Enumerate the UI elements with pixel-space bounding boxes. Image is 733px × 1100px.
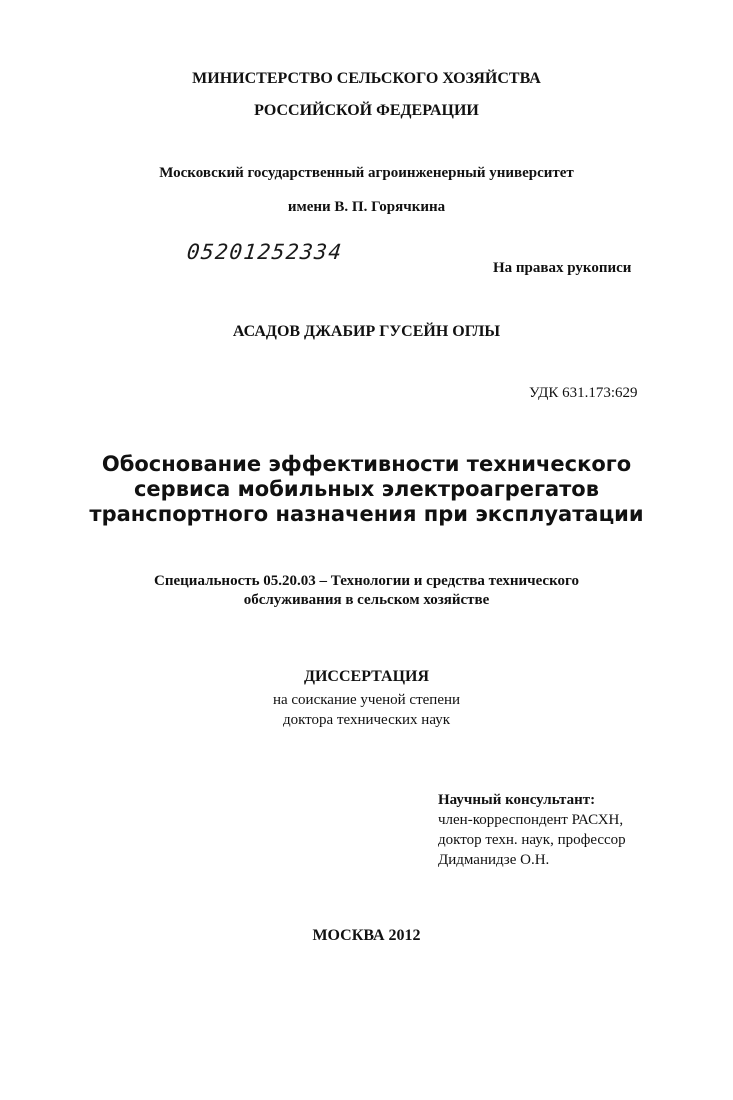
specialty-line-1: Специальность 05.20.03 – Технологии и средства технического [154, 573, 579, 589]
thesis-title-line-3: транспортного назначения при эксплуатации [89, 502, 644, 526]
stamp-number: 05201252334 [185, 240, 344, 264]
degree-sought [0, 690, 733, 730]
ministry-line-2: РОССИЙСКОЙ ФЕДЕРАЦИИ [254, 102, 479, 119]
specialty-line-2: обслуживания в сельском хозяйстве [243, 592, 490, 608]
degree-line-2: доктора технических наук [282, 712, 451, 728]
city-year: МОСКВА 2012 [312, 927, 421, 944]
consultant-title-1: член-корреспондент РАСХН, [438, 812, 624, 828]
author-name: АСАДОВ ДЖАБИР ГУСЕЙН ОГЛЫ [232, 323, 501, 340]
thesis-title-line-1: Обоснование эффективности технического [101, 452, 632, 476]
thesis-title [0, 452, 733, 527]
ministry-line-1: МИНИСТЕРСТВО СЕЛЬСКОГО ХОЗЯЙСТВА [192, 70, 541, 87]
thesis-title-line-2: сервиса мобильных электроагрегатов [133, 477, 600, 501]
specialty [0, 572, 733, 610]
university-line-1: Московский государственный агроинженерный университет [159, 165, 574, 181]
rights-note: На правах рукописи [493, 260, 632, 276]
consultant-title-2: доктор техн. наук, профессор [438, 832, 626, 848]
scientific-consultant [438, 790, 626, 870]
consultant-name: Дидманидзе О.Н. [438, 852, 550, 868]
consultant-heading: Научный консультант: [438, 792, 596, 808]
dissertation-label: ДИССЕРТАЦИЯ [303, 668, 430, 685]
udk-code: УДК 631.173:629 [529, 385, 638, 401]
university-line-2: имени В. П. Горячкина [287, 199, 446, 215]
degree-line-1: на соискание ученой степени [272, 692, 461, 708]
